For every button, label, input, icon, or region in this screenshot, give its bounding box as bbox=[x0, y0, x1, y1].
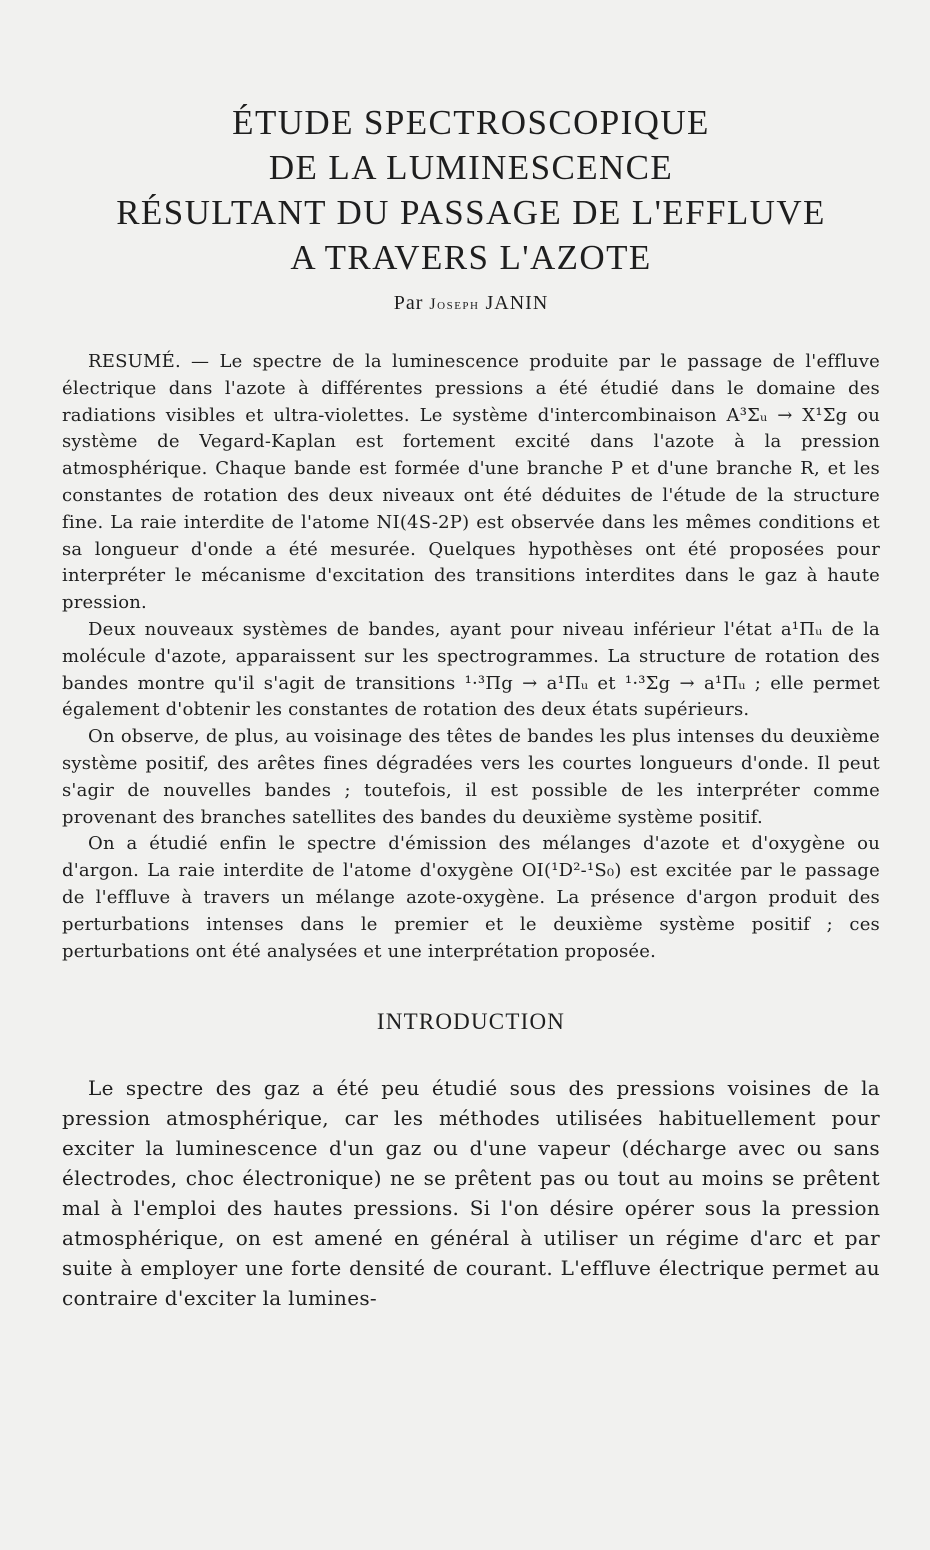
author-line bbox=[62, 292, 880, 315]
paper-title bbox=[62, 100, 880, 280]
abstract-label: RESUMÉ. — bbox=[88, 351, 210, 372]
author-first-name: Joseph bbox=[429, 296, 480, 313]
abstract-paragraph-1 bbox=[62, 349, 880, 617]
section-heading-introduction: INTRODUCTION bbox=[376, 1009, 566, 1035]
title-line-3: RÉSULTANT DU PASSAGE DE L'EFFLUVE bbox=[116, 193, 826, 232]
title-line-2: DE LA LUMINESCENCE bbox=[268, 148, 674, 187]
abstract-paragraph-3: On observe, de plus, au voisinage des têtes de bandes les plus intenses du deuxième système positif, des arêtes fines dégradées vers les courtes longueurs d'onde. Il peut s'agir de nouvelles bandes ; toutefois, il est possible de les interpréter comme provenant des branches satellites des bandes du deuxième système positif. bbox=[62, 726, 880, 828]
title-line-4: A TRAVERS L'AZOTE bbox=[290, 238, 652, 277]
introduction-paragraph-1: Le spectre des gaz a été peu étudié sous des pressions voisines de la pression atmosphérique, car les méthodes utilisées habituellement pour exciter la luminescence d'un gaz ou d'une vapeur (décharge avec ou sans électrodes, choc électronique) ne se prêtent pas ou tout au moins se prêtent mal à l'emploi des hautes pressions. Si l'on désire opérer sous la pression atmosphérique, on est amené en général à utiliser un régime d'arc et par suite à employer une forte densité de courant. L'effluve électrique permet au contraire d'exciter la lumines- bbox=[62, 1076, 880, 1311]
abstract-paragraph-1-text: Le spectre de la luminescence produite par le passage de l'effluve électrique dans l'azote à différentes pressions a été étudié dans le domaine des radiations visibles et ultra-violettes. Le système d'intercombinaison A³Σᵤ → X¹Σg ou système de Vegard-Kaplan est fortement excité dans l'azote à la pression atmosphérique. Chaque bande est formée d'une branche P et d'une branche R, et les constantes de rotation des deux niveaux ont été déduites de l'étude de la structure fine. La raie interdite de l'atome NI(4S-2P) est observée dans les mêmes conditions et sa longueur d'onde a été mesurée. Quelques hypothèses ont été proposées pour interpréter le mécanisme d'excitation des transitions interdites dans le gaz à haute pression. bbox=[62, 351, 881, 614]
author-last-name: JANIN bbox=[485, 292, 549, 314]
introduction-body bbox=[62, 1073, 880, 1313]
abstract bbox=[62, 349, 880, 965]
author-prefix: Par bbox=[393, 292, 424, 314]
abstract-paragraph-2: Deux nouveaux systèmes de bandes, ayant pour niveau inférieur l'état a¹Πᵤ de la molécule d'azote, apparaissent sur les spectrogrammes. La structure de rotation des bandes montre qu'il s'agit de transitions ¹·³Πg → a¹Πᵤ et ¹·³Σg → a¹Πᵤ ; elle permet également d'obtenir les constantes de rotation des deux états supérieurs. bbox=[62, 618, 880, 721]
title-line-1: ÉTUDE SPECTROSCOPIQUE bbox=[232, 103, 710, 142]
abstract-paragraph-4: On a étudié enfin le spectre d'émission des mélanges d'azote et d'oxygène ou d'argon. La raie interdite de l'atome d'oxygène OI(¹D²-¹S₀) est excitée par le passage de l'effluve à travers un mélange azote-oxygène. La présence d'argon produit des perturbations intenses dans le premier et le deuxième système positif ; ces perturbations ont été analysées et une interprétation proposée. bbox=[62, 833, 880, 962]
